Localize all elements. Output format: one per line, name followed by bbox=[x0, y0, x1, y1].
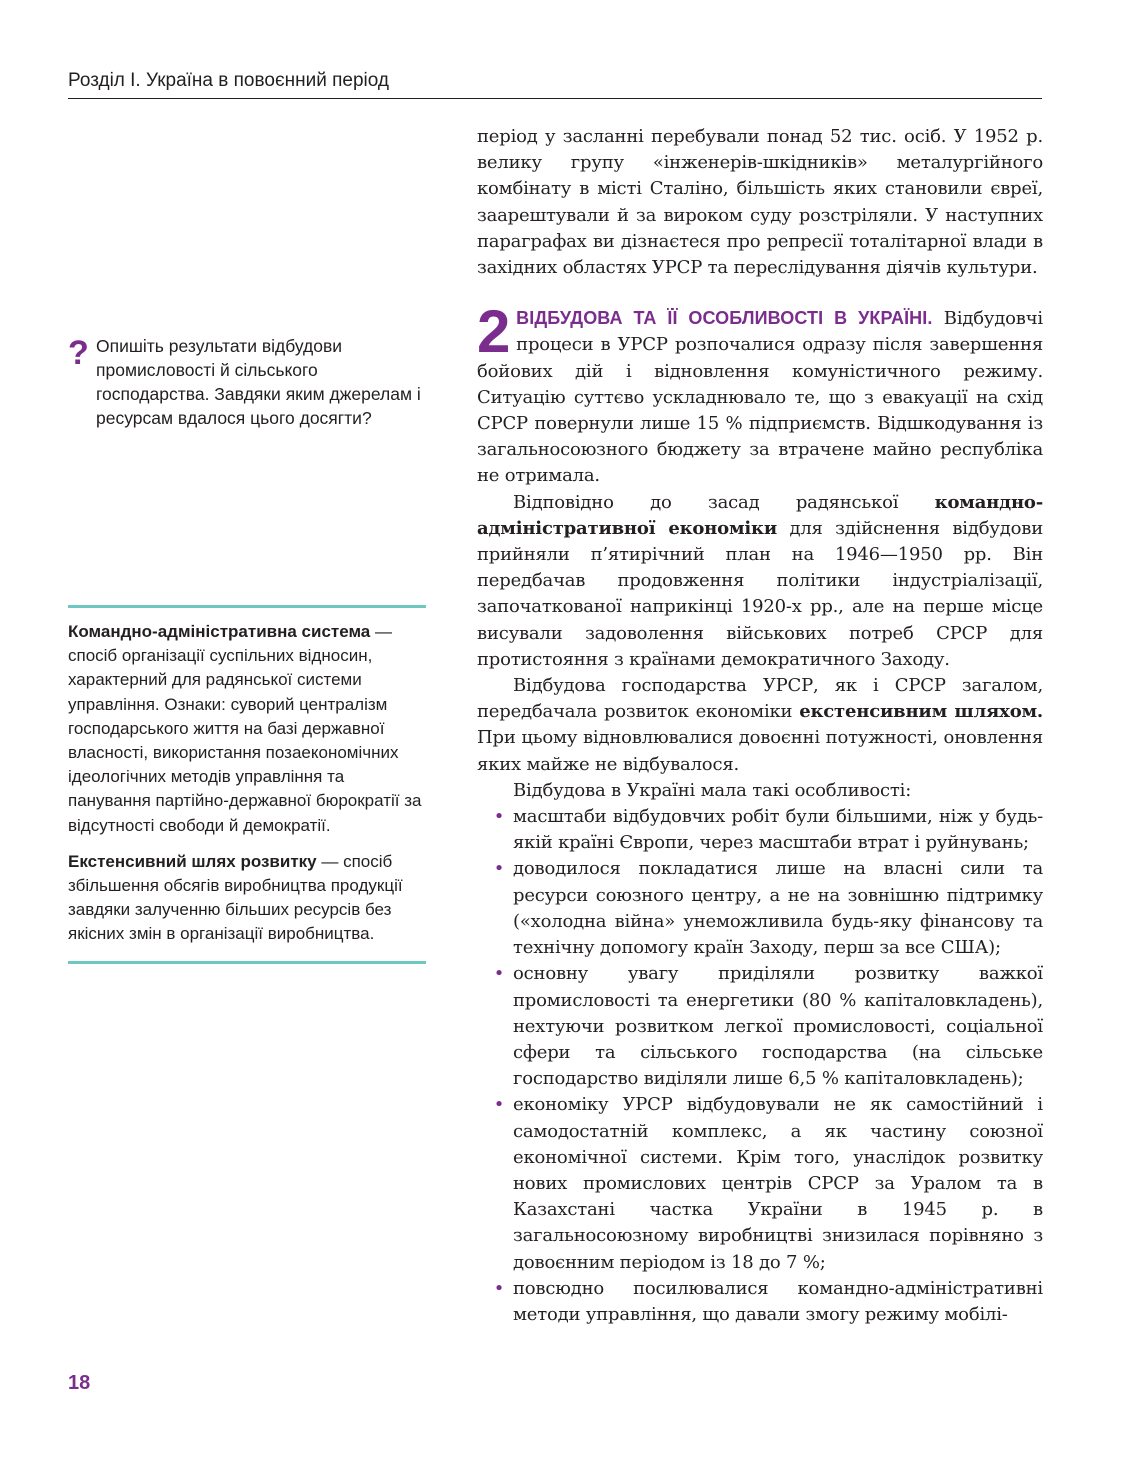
section-title: ВІДБУДОВА ТА ЇЇ ОСОБЛИВОСТІ В УКРАЇНІ. bbox=[516, 308, 933, 329]
list-item-text: повсюдно посилювалися командно-адміністративні методи управління, що давали змогу режиму мобілі- bbox=[513, 1277, 1043, 1325]
list-item-text: масштаби відбудовчих робіт були більшими, ніж у будь-якій країні Європи, через масштаби втрат і руйнувань; bbox=[513, 806, 1043, 854]
glossary-entry bbox=[68, 620, 426, 838]
bullet-icon: • bbox=[493, 1094, 505, 1116]
key-term: екстенсивним шляхом. bbox=[799, 701, 1043, 723]
text-run: для здійснення відбудови прийняли п’ятирічний план на 1946—1950 рр. Він передбачав продовження політики індустріалізації, започаткованої наприкінці 1920-х рр., але на перше місце висували задоволення військових потреб СРСР для протистояння з країнами демократичного Заходу. bbox=[477, 517, 1043, 670]
question-mark-icon: ? bbox=[68, 334, 89, 372]
glossary-definition: — спосіб збільшення обсягів виробництва продукції завдяки залученню більших ресурсів без якісних змін в організації виробництва. bbox=[68, 851, 403, 944]
section-number: 2 bbox=[477, 298, 511, 366]
section-paragraph bbox=[477, 298, 1043, 489]
body-paragraph: Відбудова в Україні мала такі особливості: bbox=[513, 779, 912, 801]
body-paragraph bbox=[477, 490, 1043, 673]
glossary-term: Командно-адміністративна система bbox=[68, 622, 371, 641]
list-item bbox=[477, 856, 1043, 961]
glossary-box bbox=[68, 605, 426, 964]
key-term: командно-адміністративної економіки bbox=[477, 491, 1043, 539]
glossary-definition: — спосіб організації суспільних відносин, характерний для радянської системи управління. Ознаки: суворий централізм господарського життя на базі державної власності, використання позаекономічних ідеологічних методів управління та панування партійно-державної бюрократії за відсутності свободи й демократії. bbox=[68, 622, 422, 835]
bullet-icon: • bbox=[493, 806, 505, 828]
text-run: При цьому відновлювалися довоєнні потужності, оновлення яких майже не відбувалося. bbox=[477, 727, 1043, 775]
list-item bbox=[477, 804, 1043, 856]
review-question bbox=[68, 334, 428, 430]
running-head bbox=[68, 70, 1042, 99]
bullet-icon: • bbox=[493, 1277, 505, 1299]
list-item bbox=[477, 961, 1043, 1092]
page-number: 18 bbox=[68, 1372, 91, 1394]
text-run: Відповідно до засад радянської bbox=[513, 491, 935, 513]
glossary-term: Екстенсивний шлях розвитку bbox=[68, 851, 317, 871]
question-text: Опишіть результати відбудови промисловості й сільського господарства. Завдяки яким джерелам і ресурсам вдалося цього досягти? bbox=[96, 336, 421, 428]
list-item-text: економіку УРСР відбудовували не як самостійний і самодостатній комплекс, а як частину союзної економічної системи. Крім того, унаслідок розвитку нових промислових центрів СРСР за Уралом та в Казахстані частка України в 1945 р. в загальносоюзному виробництві знизилася порівняно з довоєнним періодом із 18 до 7 %; bbox=[513, 1094, 1043, 1273]
body-paragraph bbox=[477, 673, 1043, 778]
section-body: Відбудовчі процеси в УРСР розпочалися одразу після завершення бойових дій і відновлення комуністичного режиму. Ситуацію суттєво ускладнювало те, що з евакуації на схід СРСР повернули лише 15 % підприємств. Відшкодування із загальносоюзного бюджету за втрачене майно республіка не отримала. bbox=[477, 308, 1043, 487]
main-text-column bbox=[477, 124, 1043, 1328]
list-item-text: доводилося покладатися лише на власні сили та ресурси союзного центру, а не на зовнішню підтримку («холодна війна» унеможливила будь-яку фінансову та технічну допомогу країн Заходу, перш за все США); bbox=[513, 858, 1043, 959]
list-item bbox=[477, 1276, 1043, 1328]
bullet-icon: • bbox=[493, 963, 505, 985]
list-item bbox=[477, 1092, 1043, 1275]
glossary-entry bbox=[68, 850, 426, 947]
text-run: Відбудова господарства УРСР, як і СРСР загалом, передбачала розвиток економіки bbox=[477, 675, 1043, 723]
list-item-text: основну увагу приділяли розвитку важкої промисловості та енергетики (80 % капіталовкладень), нехтуючи розвитком легкої промисловості, соціальної сфери та сільського господарства (на сільське господарство виділяли лише 6,5 % капіталовкладень); bbox=[513, 963, 1043, 1090]
bullet-icon: • bbox=[493, 858, 505, 880]
intro-paragraph: період у засланні перебували понад 52 тис. осіб. У 1952 р. велику групу «інженерів-шкідників» металургійного комбінату в місті Сталіно, більшість яких становили євреї, заарештували й за вироком суду розстріляли. У наступних параграфах ви дізнаєтеся про репресії тоталітарної влади в західних областях УРСР та переслідування діячів культури. bbox=[477, 126, 1043, 279]
running-title: Розділ І. Україна в повоєнний період bbox=[68, 70, 390, 91]
